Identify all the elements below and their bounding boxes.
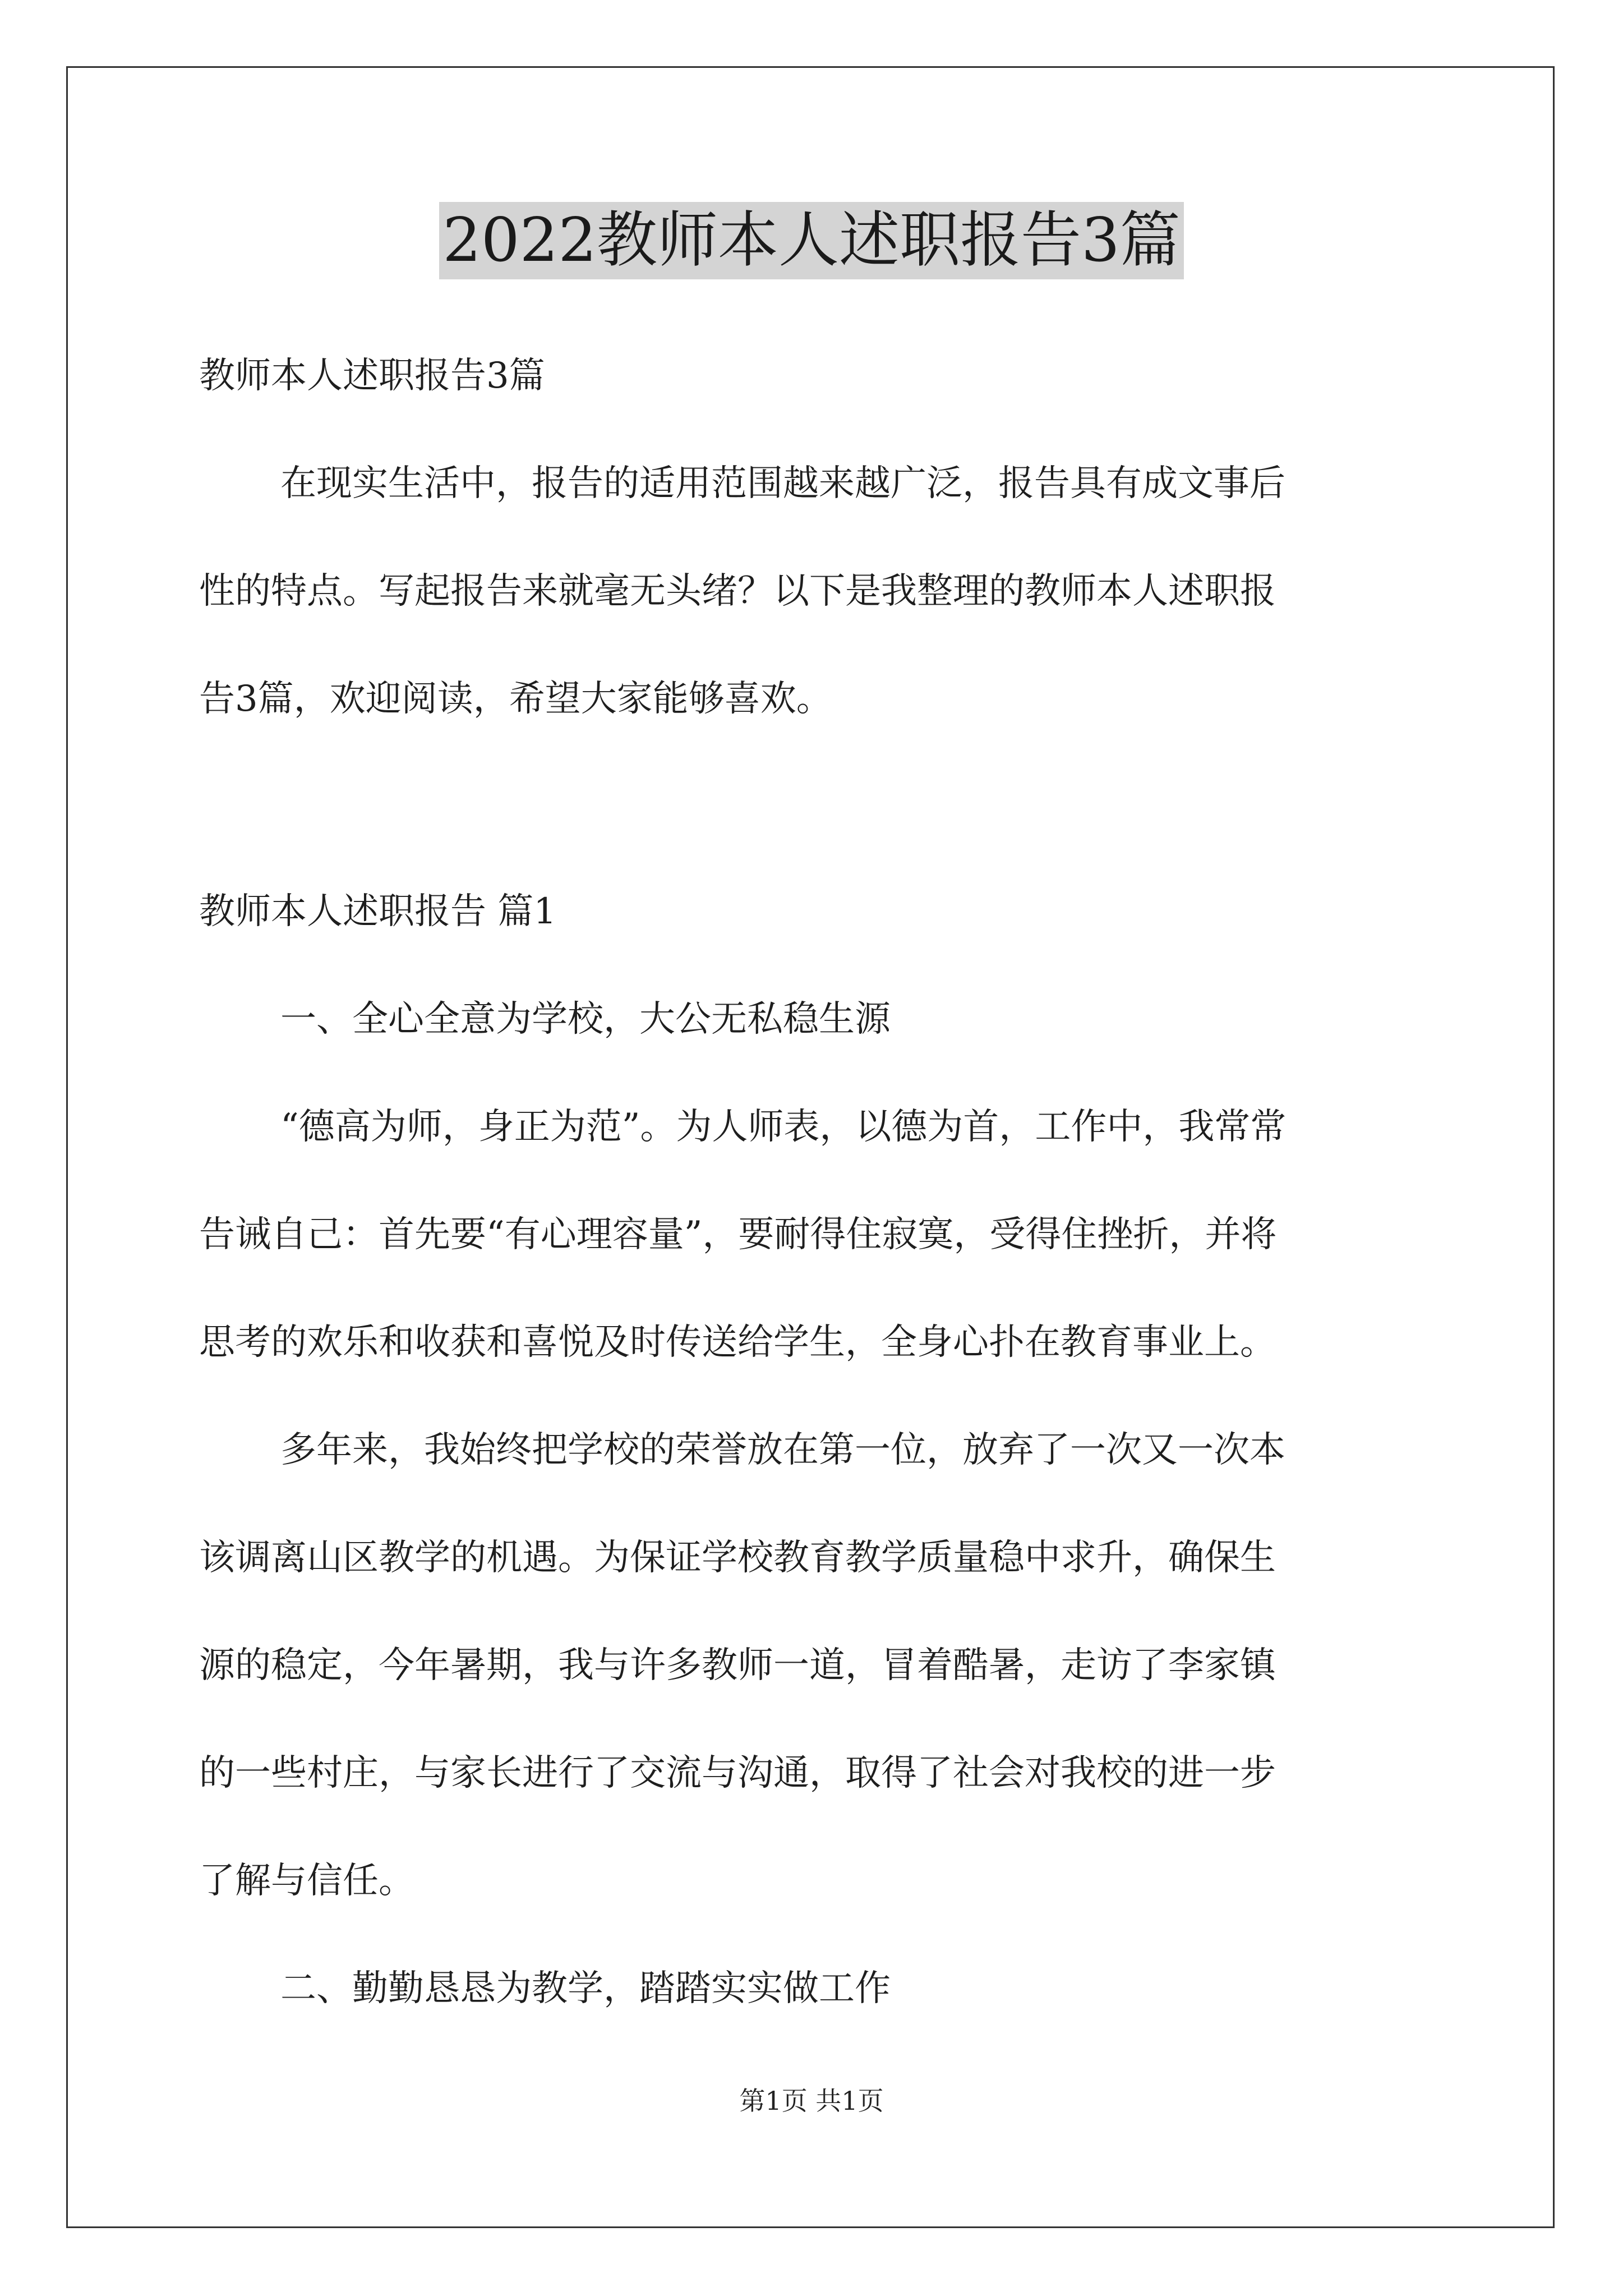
paragraph-line: 性的特点。写起报告来就毫无头绪？以下是我整理的教师本人述职报 bbox=[199, 570, 1276, 612]
section-heading: 教师本人述职报告 篇1 bbox=[199, 891, 557, 932]
subheading-line: 二、勤勤恳恳为教学，踏踏实实做工作 bbox=[280, 1968, 891, 2009]
title-container bbox=[0, 202, 1623, 279]
document-title: 2022教师本人述职报告3篇 bbox=[439, 202, 1184, 279]
paragraph-line: 告诫自己：首先要“有心理容量”，要耐得住寂寞，受得住挫折，并将 bbox=[199, 1214, 1277, 1255]
paragraph-line: 告3篇，欢迎阅读，希望大家能够喜欢。 bbox=[199, 678, 832, 720]
paragraph-line: 了解与信任。 bbox=[199, 1860, 414, 1902]
paragraph-line: 源的稳定，今年暑期，我与许多教师一道，冒着酷暑，走访了李家镇 bbox=[199, 1645, 1276, 1686]
paragraph-line: 思考的欢乐和收获和喜悦及时传送给学生，全身心扑在教育事业上。 bbox=[199, 1322, 1276, 1363]
paragraph-line: 多年来，我始终把学校的荣誉放在第一位，放弃了一次又一次本 bbox=[280, 1429, 1285, 1471]
subheading-line: 一、全心全意为学校，大公无私稳生源 bbox=[280, 999, 891, 1040]
paragraph-line: 该调离山区教学的机遇。为保证学校教育教学质量稳中求升，确保生 bbox=[199, 1537, 1276, 1579]
paragraph-line: 的一些村庄，与家长进行了交流与沟通，取得了社会对我校的进一步 bbox=[199, 1752, 1276, 1794]
subtitle-line: 教师本人述职报告3篇 bbox=[199, 355, 545, 397]
page-footer: 第1页 共1页 bbox=[739, 2086, 884, 2116]
paragraph-line: 在现实生活中，报告的适用范围越来越广泛，报告具有成文事后 bbox=[280, 463, 1285, 504]
paragraph-line: “德高为师，身正为范”。为人师表，以德为首，工作中，我常常 bbox=[280, 1106, 1287, 1148]
